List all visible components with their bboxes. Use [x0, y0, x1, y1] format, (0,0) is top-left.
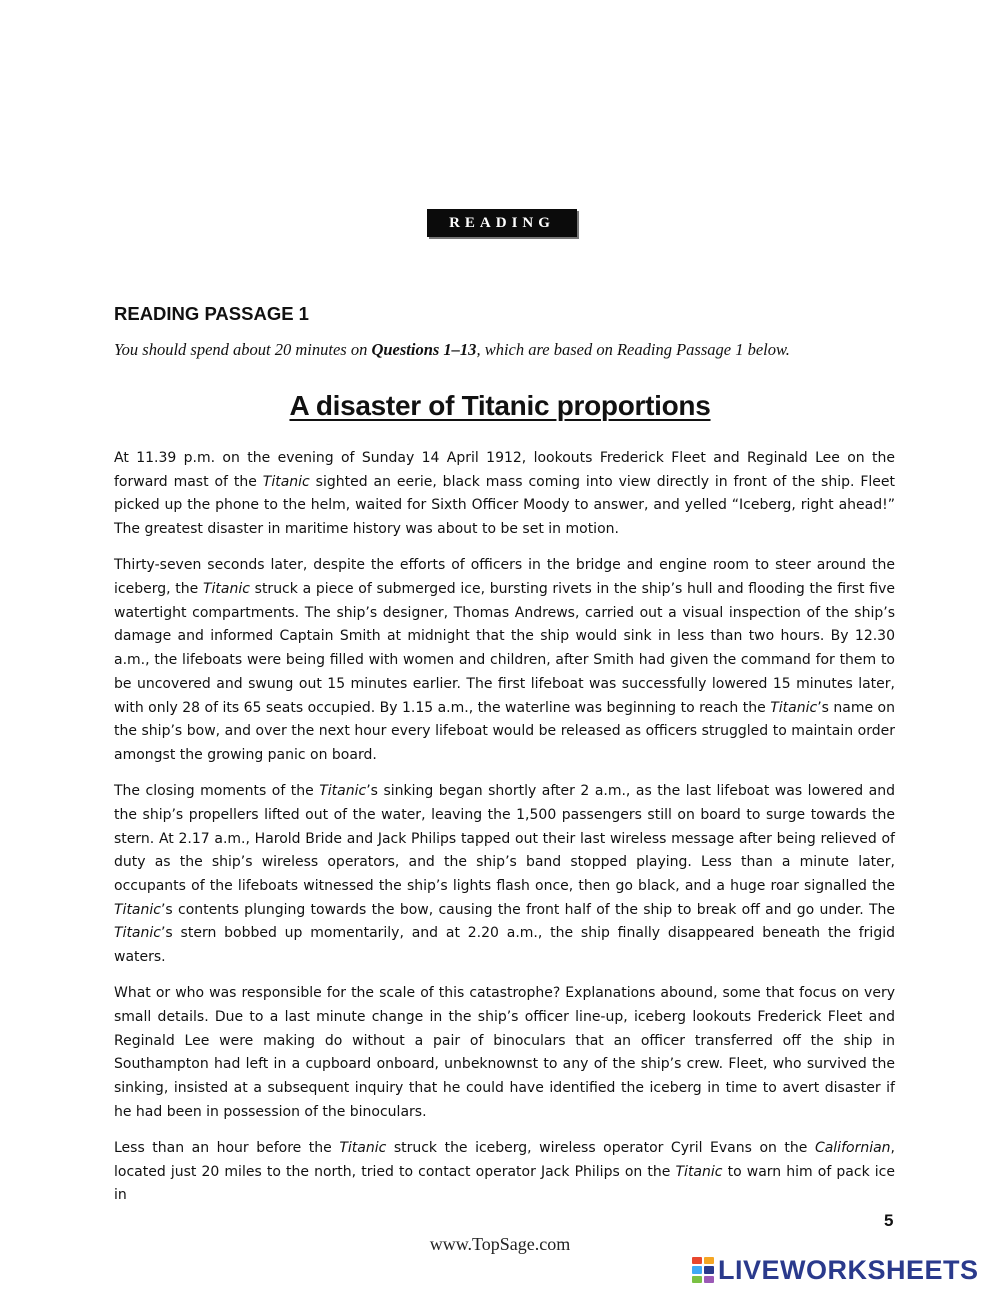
paragraph-text: to warn him of pack ice in — [114, 1163, 895, 1204]
italic-ship-name: Titanic — [770, 699, 818, 716]
italic-ship-name: Titanic — [262, 473, 310, 490]
liveworksheets-logo[interactable] — [692, 1255, 979, 1285]
logo-tile — [704, 1266, 714, 1273]
paragraph-text: What or who was responsible for the scale of this catastrophe? Explanations abound, some that focus on very small details. Due to a last minute change in the ship’s officer line-up, iceberg lookouts Frederick Fleet and Reginald Lee were making do without a pair of binoculars that an officer transferred off the ship in Southampton had left in a cupboard onboard, unbeknownst to any of the ship’s crew. Fleet, who survived the sinking, insisted at a subsequent inquiry that he could have identified the iceberg in time to avert disaster if he had been in possession of the binoculars. — [114, 985, 895, 1120]
italic-ship-name: Titanic — [339, 1139, 387, 1156]
paragraph-text: Less than an hour before the — [114, 1139, 340, 1156]
paragraph-3 — [114, 780, 895, 970]
page-number: 5 — [884, 1211, 894, 1230]
liveworksheets-logo-text: LIVEWORKSHEETS — [718, 1254, 979, 1285]
logo-tile — [692, 1276, 702, 1283]
italic-ship-name: Titanic — [114, 901, 161, 918]
logo-tile — [704, 1257, 714, 1264]
italic-ship-name: Californian — [814, 1139, 891, 1156]
passage-heading: READING PASSAGE 1 — [114, 303, 309, 324]
paragraph-text: ’s name on the ship’s bow, and over the next hour every lifeboat would be released as officers struggled to maintain order amongst the growing panic on board. — [114, 699, 895, 763]
logo-tile — [704, 1276, 714, 1283]
liveworksheets-icon — [692, 1257, 714, 1283]
paragraph-text: ’s stern bobbed up momentarily, and at 2.20 a.m., the ship finally disappeared beneath the frigid waters. — [114, 925, 895, 966]
passage-body — [114, 447, 895, 1221]
paragraph-text: , located just 20 miles to the north, tried to contact operator Jack Philips on the — [114, 1139, 895, 1180]
paragraph-text: Thirty-seven seconds later, despite the efforts of officers in the bridge and engine room to steer around the iceberg, the — [114, 557, 895, 598]
passage-title-text: A disaster of Titanic proportions — [289, 390, 711, 421]
instructions-questions: Questions 1–13 — [371, 340, 477, 359]
paragraph-text: The closing moments of the — [114, 783, 320, 800]
instructions-suffix: , which are based on Reading Passage 1 below. — [476, 340, 790, 359]
paragraph-4 — [114, 982, 895, 1124]
paragraph-text: struck a piece of submerged ice, bursting rivets in the ship’s hull and flooding the first five watertight compartments. The ship’s designer, Thomas Andrews, carried out a visual inspection of the ship’s damage and informed Captain Smith at midnight that the ship would sink in less than two hours. By 12.30 a.m., the lifeboats were being filled with women and children, after Smith had given the command for them to be uncovered and swung out 15 minutes earlier. The first lifeboat was successfully lowered 15 minutes later, with only 28 of its 65 seats occupied. By 1.15 a.m., the waterline was beginning to reach the — [114, 581, 895, 716]
paragraph-text: At 11.39 p.m. on the evening of Sunday 14 April 1912, lookouts Frederick Fleet and Reginald Lee on the forward mast of the — [114, 450, 895, 490]
paragraph-text: struck the iceberg, wireless operator Cyril Evans on the — [386, 1139, 815, 1156]
logo-tile — [692, 1266, 702, 1273]
paragraph-text: sighted an eerie, black mass coming into view directly in front of the ship. Fleet picked up the phone to the helm, waited for Sixth Officer Moody to answer, and yelled “Iceberg, right ahead!” The greatest disaster in maritime history was about to be set in motion. — [114, 473, 895, 538]
paragraph-text: ’s contents plunging towards the bow, causing the front half of the ship to break off and go under. The — [160, 901, 895, 918]
italic-ship-name: Titanic — [202, 581, 250, 598]
italic-ship-name: Titanic — [114, 925, 161, 942]
italic-ship-name: Titanic — [319, 783, 367, 800]
section-badge: READING — [427, 209, 577, 237]
paragraph-5 — [114, 1137, 895, 1208]
paragraph-1 — [114, 447, 895, 542]
instructions-prefix: You should spend about 20 minutes on — [114, 340, 372, 359]
logo-tile — [692, 1257, 702, 1264]
italic-ship-name: Titanic — [675, 1163, 723, 1180]
paragraph-text: ’s sinking began shortly after 2 a.m., as the last lifeboat was lowered and the ship’s propellers lifted out of the water, leaving the 1,500 passengers still on board to surge towards the stern. At 2.17 a.m., Harold Bride and Jack Philips tapped out their last wireless message after being relieved of duty as the ship’s wireless operators, and the ship’s band stopped playing. Less than a minute later, occupants of the lifeboats witnessed the ship’s lights flash once, then go black, and a huge roar signalled the — [114, 783, 895, 894]
footer-url: www.TopSage.com — [429, 1234, 571, 1254]
passage-title — [0, 390, 1000, 422]
paragraph-2 — [114, 554, 895, 767]
instructions — [114, 340, 894, 360]
